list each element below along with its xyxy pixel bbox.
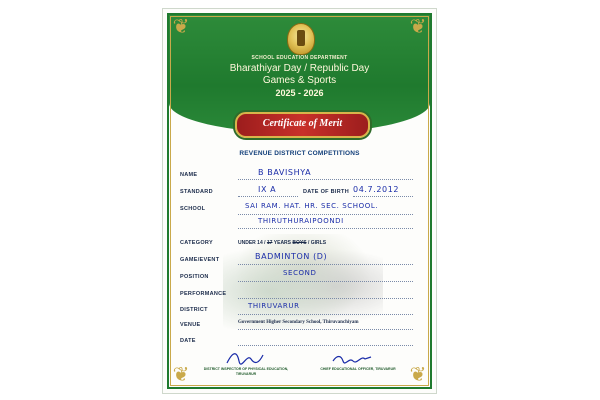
school-line-1 <box>238 214 413 215</box>
performance-label: PERFORMANCE <box>180 291 227 297</box>
school-label: SCHOOL <box>180 206 206 212</box>
corner-ornament-icon: ❦ <box>409 16 427 38</box>
game-event-line <box>238 264 413 265</box>
date-line <box>238 345 413 346</box>
academic-year: 2025 - 2026 <box>275 88 324 98</box>
state-emblem-icon <box>287 23 315 55</box>
date-label: DATE <box>180 338 196 344</box>
venue-value: Government Higher Secondary School, Thiruvanchiyam <box>238 320 359 325</box>
merit-banner-text: Certificate of Merit <box>262 118 343 129</box>
position-label: POSITION <box>180 274 209 280</box>
merit-banner <box>235 112 370 138</box>
event-subtitle: Games & Sports <box>262 75 337 86</box>
position-value: SECOND <box>283 269 317 277</box>
category-years: YEARS <box>273 240 292 246</box>
corner-ornament-icon: ❦ <box>172 16 190 38</box>
name-line <box>238 179 413 180</box>
venue-line <box>238 329 413 330</box>
school-value-line1: SAI RAM. HAT. HR. SEC. SCHOOL. <box>245 202 379 210</box>
school-value-line2: THIRUTHURAIPOONDI <box>258 217 344 225</box>
district-value: THIRUVARUR <box>248 302 300 310</box>
category-girls: / GIRLS <box>307 240 327 246</box>
game-event-value: BADMINTON (D) <box>255 252 328 261</box>
right-signature-title: CHIEF EDUCATIONAL OFFICER, TIRUVARUR <box>320 367 396 371</box>
venue-label: VENUE <box>180 322 201 328</box>
district-line <box>238 314 413 315</box>
district-label: DISTRICT <box>180 307 208 313</box>
position-line <box>238 281 413 282</box>
right-signature <box>331 351 373 367</box>
left-signature-title: DISTRICT INSPECTOR OF PHYSICAL EDUCATION, TIRUVARUR <box>203 367 289 376</box>
dob-line <box>353 196 413 197</box>
corner-ornament-icon: ❦ <box>409 364 427 386</box>
category-boys-struck: BOYS <box>292 240 307 246</box>
category-label: CATEGORY <box>180 240 213 246</box>
category-under14: UNDER 14 / <box>238 240 266 246</box>
school-line-2 <box>238 228 413 229</box>
category-options <box>238 240 326 246</box>
category-17-struck: 17 <box>266 240 273 246</box>
standard-value: IX A <box>258 185 277 194</box>
department-title: SCHOOL EDUCATION DEPARTMENT <box>251 55 348 61</box>
name-label: NAME <box>180 172 198 178</box>
dob-value: 04.7.2012 <box>353 185 400 194</box>
certificate <box>162 8 437 394</box>
left-signature <box>225 349 265 367</box>
dob-label: DATE OF BIRTH <box>303 189 349 195</box>
name-value: B BAVISHYA <box>258 168 312 177</box>
game-event-label: GAME/EVENT <box>180 257 220 263</box>
competition-title: REVENUE DISTRICT COMPETITIONS <box>239 150 360 157</box>
performance-line <box>238 298 413 299</box>
standard-label: STANDARD <box>180 189 213 195</box>
standard-line <box>238 196 298 197</box>
corner-ornament-icon: ❦ <box>172 364 190 386</box>
event-title: Bharathiyar Day / Republic Day <box>229 63 370 74</box>
